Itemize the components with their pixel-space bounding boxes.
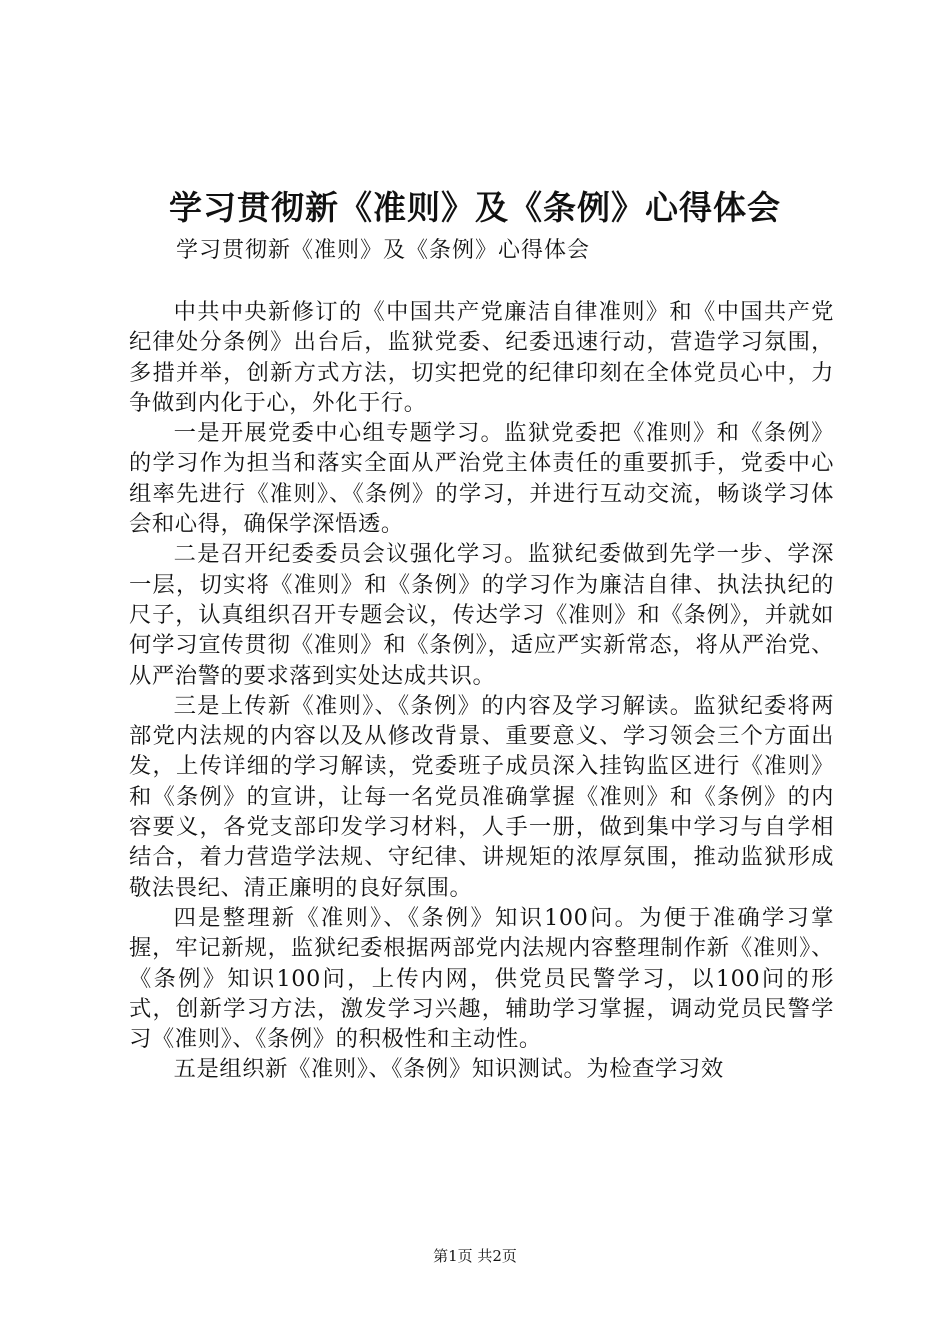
paragraph-point-2: 二是召开纪委委员会议强化学习。监狱纪委做到先学一步、学深一层，切实将《准则》和《条例》的学习作为廉洁自律、执法执纪的尺子，认真组织召开专题会议，传达学习《准则》和《条例》，并就如何学习宣传贯彻《准则》和《条例》，适应严实新常态，将从严治党、从严治警的要求落到实处达成共识。 <box>129 541 834 689</box>
document-subtitle: 学习贯彻新《准则》及《条例》心得体会 <box>176 238 591 263</box>
paragraph-point-5: 五是组织新《准则》、《条例》知识测试。为检查学习效 <box>173 1056 724 1083</box>
paragraph-point-1: 一是开展党委中心组专题学习。监狱党委把《准则》和《条例》的学习作为担当和落实全面从严治党主体责任的重要抓手，党委中心组率先进行《准则》、《条例》的学习，并进行互动交流，畅谈学习体会和心得，确保学深悟透。 <box>129 420 834 538</box>
paragraph-point-4: 四是整理新《准则》、《条例》知识100问。为便于准确学习掌握，牢记新规，监狱纪委根据两部党内法规内容整理制作新《准则》、《条例》知识100问，上传内网，供党员民警学习，以100问的形式，创新学习方法，激发学习兴趣，辅助学习掌握，调动党员民警学习《准则》、《条例》的积极性和主动性。 <box>129 904 834 1053</box>
document-title: 学习贯彻新《准则》及《条例》心得体会 <box>169 188 781 227</box>
paragraph-intro: 中共中央新修订的《中国共产党廉洁自律准则》和《中国共产党纪律处分条例》出台后，监狱党委、纪委迅速行动，营造学习氛围，多措并举，创新方式方法，切实把党的纪律印刻在全体党员心中，力争做到内化于心，外化于行。 <box>129 299 834 416</box>
paragraph-point-3: 三是上传新《准则》、《条例》的内容及学习解读。监狱纪委将两部党内法规的内容以及从修改背景、重要意义、学习领会三个方面出发，上传详细的学习解读，党委班子成员深入挂钩监区进行《准则》和《条例》的宣讲，让每一名党员准确掌握《准则》和《条例》的内容要义，各党支部印发学习材料，人手一册，做到集中学习与自学相结合，着力营造学法规、守纪律、讲规矩的浓厚氛围，推动监狱形成敬法畏纪、清正廉明的良好氛围。 <box>129 692 834 901</box>
page-number-footer: 第1页 共2页 <box>433 1247 517 1265</box>
document-body <box>129 297 834 1085</box>
